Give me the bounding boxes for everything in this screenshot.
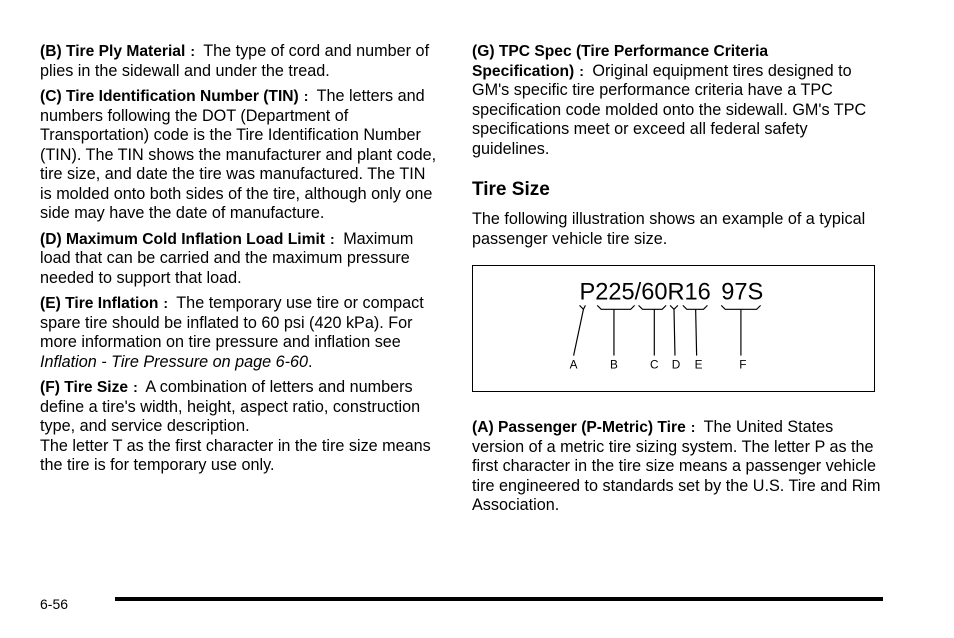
cross-reference-link[interactable]: Inflation - Tire Pressure on page 6-60 [40,352,308,371]
tire-code-service: 97S [721,279,764,306]
term-separator: : [690,419,696,435]
tire-code-main: P225/60R16 [579,279,711,306]
term-tire-size: (F) Tire Size [40,379,129,396]
left-column [40,42,440,482]
term-passenger-tire: (A) Passenger (P-Metric) Tire [472,419,686,436]
entry-tire-inflation [40,294,440,372]
term-tpc-spec: (G) TPC Spec (Tire Performance Criteria Specification) [472,43,769,80]
diagram-label-d: D [671,357,681,372]
definition-passenger-tire: The United States version of a metric tire sizing system. The letter P as the first character in the tire size means a passenger vehicle tire engineered to standards set by the U.S. Tire and Rim Association. [472,418,881,514]
definition-max-cold-inflation-load-limit: Maximum load that can be carried and the maximum pressure needed to support that load. [40,229,414,287]
entry-max-cold-inflation-load-limit [40,230,440,289]
tire-size-diagram [473,266,874,391]
term-tin: (C) Tire Identification Number (TIN) [40,88,299,105]
term-separator: : [190,43,195,59]
diagram-label-e: E [694,357,703,372]
leader-a [574,309,584,355]
entry-tin [40,87,440,224]
definition-tpc-spec: Original equipment tires designed to GM's specific tire performance criteria have a TPC specification code molded onto the sidewall. GM's TPC specifications meet or exceed all federal safety guidelines. [472,61,867,158]
leader-e [696,309,697,355]
term-max-cold-inflation-load-limit: (D) Maximum Cold Inflation Load Limit [40,230,326,248]
definition-tin: The letters and numbers following the DOT (Department of Transportation) code is the Tire Identification Number (TIN). The TIN shows the manufacturer and plant code, tire size, and date the tire was manufactured. The TIN is molded onto both sides of the tire, although only one side may have the date of manufacture. [40,87,437,222]
section-heading-tire-size: Tire Size [472,179,550,200]
entry-tpc-spec [472,42,882,159]
definition-tire-ply-material: The type of cord and number of plies in the sidewall and under the tread. [40,42,430,80]
term-separator: : [133,379,138,395]
entry-passenger-tire [472,418,882,516]
definition-tire-inflation: The temporary use tire or compact spare tire should be inflated to 60 psi (420 kPa). For more information on tire pressure and inflation see [40,294,424,351]
term-separator: : [330,230,335,247]
bracket-f [721,305,760,309]
tire-size-illustration [472,265,875,392]
term-tire-ply-material: (B) Tire Ply Material [40,43,186,60]
diagram-label-b: B [610,357,618,372]
definition-tire-size: A combination of letters and numbers define a tire's width, height, aspect ratio, construction type, and service description. [40,378,421,435]
page-number: 6-56 [40,596,69,612]
diagram-label-f: F [739,357,747,372]
leader-lines [574,309,741,355]
term-tire-inflation: (E) Tire Inflation [40,295,159,312]
definition-tire-size-temporary: The letter T as the first character in the tire size means the tire is for temporary use only. [40,436,431,474]
right-column [472,42,882,522]
bracket-e [683,305,708,309]
bracket-c [639,305,667,309]
leader-d [674,309,675,355]
diagram-label-c: C [650,357,659,372]
sentence-end: . [308,352,313,371]
bracket-marks [580,305,761,309]
diagram-labels [570,357,747,371]
term-separator: : [303,88,309,104]
bracket-a [580,305,586,309]
diagram-label-a: A [569,357,578,372]
entry-tire-ply-material [40,42,440,81]
term-separator: : [163,295,169,311]
term-separator: : [579,62,584,79]
bracket-b [597,305,634,309]
bracket-d [670,305,678,309]
footer-rule [115,597,883,601]
intro-paragraph: The following illustration shows an example of a typical passenger vehicle tire size. [472,210,866,248]
entry-tire-size [40,378,440,476]
